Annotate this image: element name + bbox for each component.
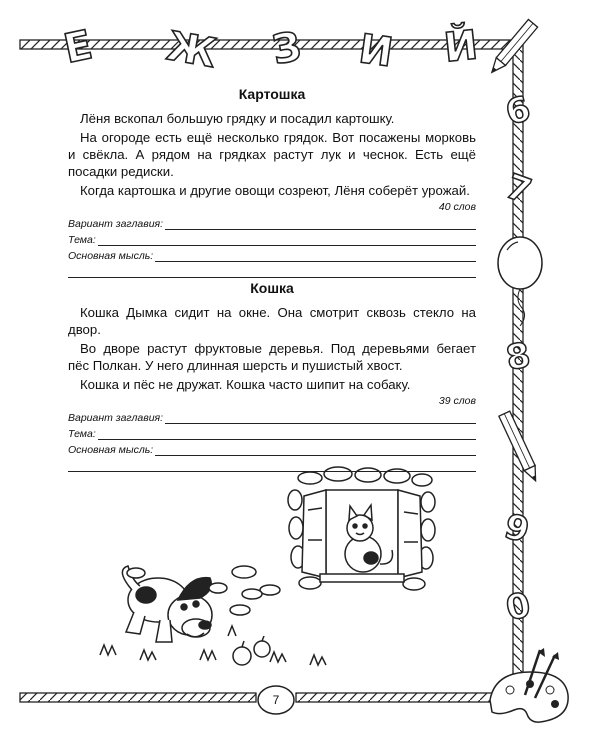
window-cat-illustration xyxy=(288,467,435,590)
story-koshka xyxy=(68,280,476,472)
paragraph: На огороде есть ещё несколько грядок. Вот посажены морковь и свёкла. А рядом на грядках растут лук и чеснок. Есть ещё посадки редиски. xyxy=(68,130,476,179)
answer-line[interactable] xyxy=(165,412,476,424)
answer-line[interactable] xyxy=(98,234,476,246)
word-count: 39 слов xyxy=(438,395,476,407)
letter-ye: Е xyxy=(59,22,97,73)
word-count: 40 слов xyxy=(438,201,476,213)
main-idea-field xyxy=(68,247,476,262)
paragraph: Кошка Дымка сидит на окне. Она смотрит сквозь стекло на двор. xyxy=(68,305,476,337)
topic-field xyxy=(68,425,476,440)
topic-field xyxy=(68,231,476,246)
page-number: 7 xyxy=(272,693,280,707)
letter-ze: З xyxy=(268,23,305,74)
story-title: Кошка xyxy=(250,280,294,296)
digit-eight: 8 xyxy=(503,335,534,379)
title-variant-field xyxy=(68,215,476,230)
letter-i: И xyxy=(356,26,396,77)
letter-zhe: Ж xyxy=(163,23,220,78)
digit-zero: 0 xyxy=(502,584,534,630)
paragraph: Лёня вскопал большую грядку и посадил картошку. xyxy=(80,111,395,126)
field-label: Основная мысль: xyxy=(68,444,154,456)
digit-nine: 9 xyxy=(500,506,534,552)
top-border xyxy=(20,40,512,49)
dog-illustration xyxy=(100,566,326,665)
answer-line[interactable] xyxy=(155,444,476,456)
paragraph: Кошка и пёс не дружат. Кошка часто шипит на собаку. xyxy=(80,377,411,392)
letter-i-kratkoe: Й xyxy=(441,22,481,72)
paragraph: Во дворе растут фруктовые деревья. Под деревьями бегает пёс Полкан. У него длинная шерсть и пушистый хвост. xyxy=(68,341,476,373)
answer-line[interactable] xyxy=(165,218,476,230)
title-variant-field xyxy=(68,409,476,424)
story-title: Картошка xyxy=(238,86,306,102)
answer-line[interactable] xyxy=(155,250,476,262)
field-label: Тема: xyxy=(68,428,96,440)
answer-line-extra[interactable] xyxy=(68,457,476,472)
story-kartoshka xyxy=(68,86,476,278)
field-label: Тема: xyxy=(68,234,96,246)
main-idea-field xyxy=(68,441,476,456)
answer-line-extra[interactable] xyxy=(68,263,476,278)
digit-six: 6 xyxy=(501,88,535,134)
field-label: Вариант заглавия: xyxy=(68,412,164,424)
answer-line[interactable] xyxy=(98,428,476,440)
paint-palette-icon xyxy=(490,648,568,722)
field-label: Основная мысль: xyxy=(68,250,154,262)
paragraph: Когда картошка и другие овощи созреют, Лёня соберёт урожай. xyxy=(80,183,470,198)
digit-seven: 7 xyxy=(500,166,537,213)
field-label: Вариант заглавия: xyxy=(68,218,164,230)
